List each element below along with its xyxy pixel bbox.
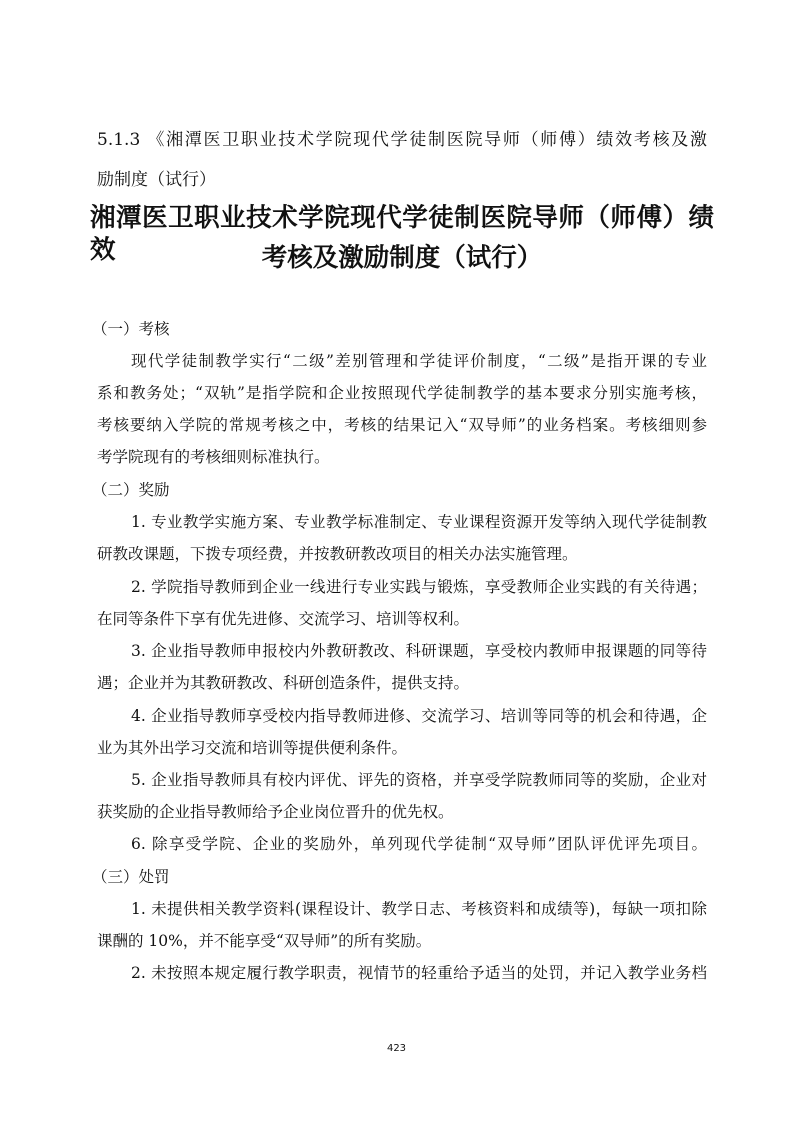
paragraph-line: 2. 未按照本规定履行教学职责，视情节的轻重给予适当的处罚，并记入教学业务档 [131, 964, 707, 982]
paragraph-line: 考核要纳入学院的常规考核之中，考核的结果记入“双导师”的业务档案。考核细则参 [97, 416, 707, 434]
paragraph-line: 课酬的 10%，并不能享受“双导师”的所有奖励。 [97, 932, 432, 950]
paragraph-line: 在同等条件下享有优先进修、交流学习、培训等权利。 [97, 610, 470, 628]
paragraph-line: 遇；企业并为其教研教改、科研创造条件，提供支持。 [97, 674, 470, 692]
paragraph-line: 系和教务处；“双轨”是指学院和企业按照现代学徒制教学的基本要求分别实施考核， [97, 384, 707, 402]
paragraph-line: 3. 企业指导教师申报校内外教研教改、科研课题，享受校内教师申报课题的同等待 [131, 642, 707, 660]
paragraph-line: 5. 企业指导教师具有校内评优、评先的资格，并享受学院教师同等的奖励，企业对 [131, 771, 707, 789]
paragraph-line: 1. 专业教学实施方案、专业教学标准制定、专业课程资源开发等纳入现代学徒制教 [131, 513, 707, 531]
section-heading-line-1: 5.1.3 《湘潭医卫职业技术学院现代学徒制医院导师（师傅）绩效考核及激 [97, 130, 707, 150]
paragraph-line: 业为其外出学习交流和培训等提供便利条件。 [97, 739, 408, 757]
page-number: 423 [386, 1043, 407, 1054]
document-title-line-1: 湘潭医卫职业技术学院现代学徒制医院导师（师傅）绩效 [90, 203, 714, 265]
section-heading-line-2: 励制度（试行） [97, 170, 216, 190]
paragraph-line: 研教改课题，下拨专项经费，并按教研教改项目的相关办法实施管理。 [97, 545, 578, 563]
paragraph-line: 现代学徒制教学实行“二级”差别管理和学徒评价制度，“二级”是指开课的专业 [131, 352, 707, 370]
paragraph-line: 2. 学院指导教师到企业一线进行专业实践与锻炼，享受教师企业实践的有关待遇； [131, 578, 707, 596]
paragraph-line: 6. 除享受学院、企业的奖励外，单列现代学徒制“双导师”团队评优评先项目。 [131, 835, 707, 853]
document-title-line-2: 考核及激励制度（试行） [261, 243, 543, 273]
heading-assessment: （一）考核 [92, 320, 170, 338]
paragraph-line: 4. 企业指导教师享受校内指导教师进修、交流学习、培训等同等的机会和待遇，企 [131, 707, 707, 725]
paragraph-line: 1. 未提供相关教学资料(课程设计、教学日志、考核资料和成绩等)，每缺一项扣除 [131, 900, 707, 918]
paragraph-line: 考学院现有的考核细则标准执行。 [97, 448, 330, 466]
heading-rewards: （二）奖励 [92, 481, 170, 499]
paragraph-line: 获奖励的企业指导教师给予企业岗位晋升的优先权。 [97, 803, 454, 821]
heading-penalties: （三）处罚 [92, 868, 170, 886]
